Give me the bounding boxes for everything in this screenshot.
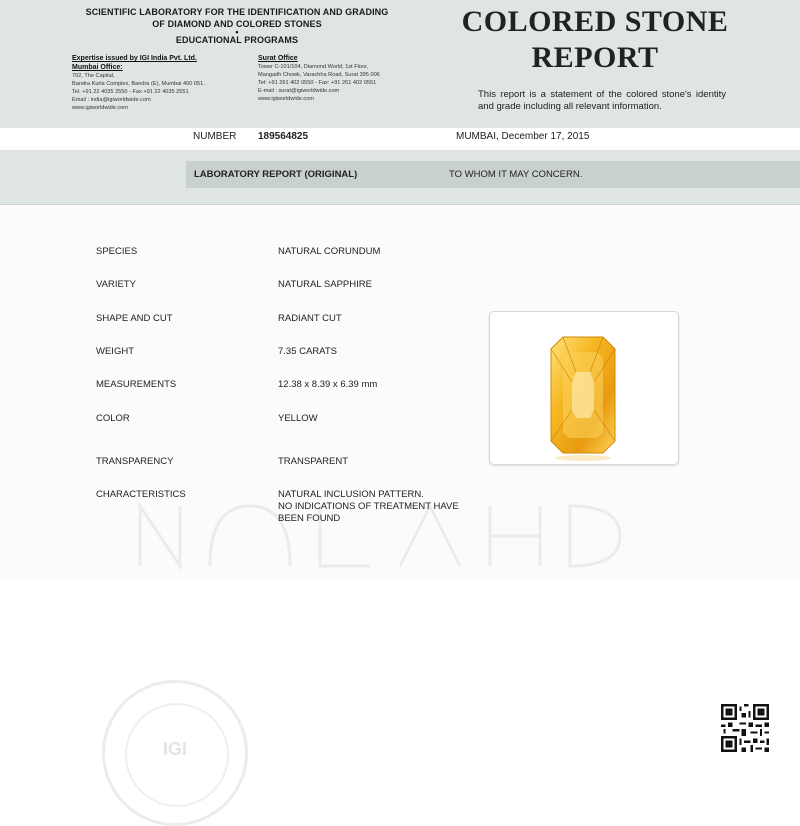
mumbai-office-line: Tel. +91 22 4035 2550 - Fax +91 22 4035 2551 xyxy=(72,89,189,95)
mumbai-office-heading2: Mumbai Office: xyxy=(72,64,123,71)
shape-cut-label: SHAPE AND CUT xyxy=(96,313,173,324)
transparency-value: TRANSPARENT xyxy=(278,456,349,467)
report-city-date: MUMBAI, December 17, 2015 xyxy=(456,131,590,142)
shape-cut-value: RADIANT CUT xyxy=(278,313,342,324)
surat-office-line: Tel: +91 261 402 0550 - Fax: +91 261 402 0551 xyxy=(258,80,377,86)
variety-label: VARIETY xyxy=(96,279,136,290)
report-title-line1: COLORED STONE xyxy=(461,5,729,38)
surat-office-block xyxy=(258,54,438,103)
surat-office-heading: Surat Office xyxy=(258,55,298,62)
lab-report-recipient: TO WHOM IT MAY CONCERN. xyxy=(449,169,583,180)
gemstone-image xyxy=(490,312,678,464)
characteristics-line: NATURAL INCLUSION PATTERN. xyxy=(278,489,424,500)
surat-office-line: E-mail : surat@igiworldwide.com xyxy=(258,88,340,94)
weight-label: WEIGHT xyxy=(96,346,134,357)
lab-report-type: LABORATORY REPORT (ORIGINAL) xyxy=(194,169,358,180)
mumbai-office-line: Bandra Kurla Complex, Bandra (E), Mumbai 400 051. xyxy=(72,81,205,87)
characteristics-line: NO INDICATIONS OF TREATMENT HAVE xyxy=(278,501,459,512)
report-title-line2: REPORT xyxy=(531,41,659,74)
lab-title xyxy=(72,6,402,46)
color-value: YELLOW xyxy=(278,413,318,424)
qr-code-icon[interactable] xyxy=(721,704,769,752)
transparency-label: TRANSPARENCY xyxy=(96,456,174,467)
mumbai-office-block xyxy=(72,54,262,112)
variety-value: NATURAL SAPPHIRE xyxy=(278,279,372,290)
mumbai-office-line: www.igiworldwide.com xyxy=(72,105,128,111)
lab-title-line1: SCIENTIFIC LABORATORY FOR THE IDENTIFICATION AND GRADING xyxy=(85,7,389,17)
number-band xyxy=(0,128,800,150)
report-description: This report is a statement of the colored stone's identity and grade including all relevant information. xyxy=(478,89,726,112)
bullet-dot-icon: • xyxy=(235,27,239,37)
characteristics-label: CHARACTERISTICS xyxy=(96,489,186,500)
lab-title-line2: OF DIAMOND AND COLORED STONES xyxy=(152,19,322,29)
report-title xyxy=(440,4,750,76)
measurements-label: MEASUREMENTS xyxy=(96,379,177,390)
mumbai-office-line: Email : india@igiworldwide.com xyxy=(72,97,151,103)
characteristics-value xyxy=(278,489,459,525)
embossed-seal xyxy=(102,680,248,826)
species-value: NATURAL CORUNDUM xyxy=(278,246,381,257)
weight-value: 7.35 CARATS xyxy=(278,346,337,357)
mumbai-office-heading1: Expertise issued by IGI India Pvt. Ltd. xyxy=(72,55,197,62)
surat-office-line: Tower C-101/104, Diamond World, 1st Floor, xyxy=(258,64,369,70)
stone-photo-card xyxy=(489,311,679,465)
measurements-value: 12.38 x 8.39 x 6.39 mm xyxy=(278,379,378,390)
report-number-value: 189564825 xyxy=(258,131,309,142)
characteristics-line: BEEN FOUND xyxy=(278,513,341,524)
color-label: COLOR xyxy=(96,413,130,424)
report-number-label: NUMBER xyxy=(193,131,237,142)
seal-logo-text: IGI xyxy=(162,739,187,759)
surat-office-line: www.igiworldwide.com xyxy=(258,96,314,102)
mumbai-office-line: 702, The Capital, xyxy=(72,73,115,79)
surat-office-line: Mangadh Chowk, Varachha Road, Surat 395 006 xyxy=(258,72,380,78)
species-label: SPECIES xyxy=(96,246,138,257)
lab-title-line3: EDUCATIONAL PROGRAMS xyxy=(175,35,299,45)
